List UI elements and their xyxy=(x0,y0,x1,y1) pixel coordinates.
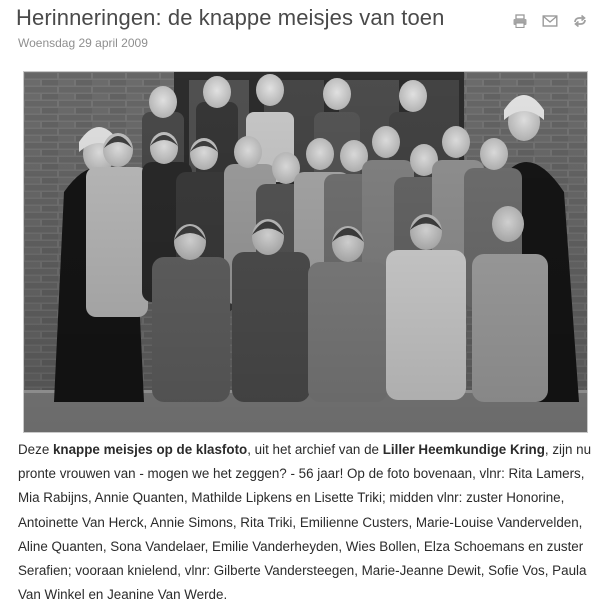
class-photo-image xyxy=(24,72,587,432)
photo-caption xyxy=(18,438,592,607)
caption-text-2: , uit het archief van de xyxy=(247,442,383,457)
caption-highlight-heemkundige-kring: Liller Heemkundige Kring xyxy=(382,442,545,457)
article-tools xyxy=(512,14,588,28)
article-title: Herinneringen: de knappe meisjes van toen xyxy=(16,5,445,30)
caption-highlight-classphoto: knappe meisjes op de klasfoto xyxy=(52,442,248,457)
share-icon[interactable] xyxy=(572,14,588,28)
print-icon[interactable] xyxy=(512,14,528,28)
article-date: Woensdag 29 april 2009 xyxy=(18,36,148,50)
email-icon[interactable] xyxy=(542,14,558,28)
caption-text-1: Deze xyxy=(18,442,53,457)
class-photo xyxy=(23,71,588,433)
caption-text-3: , zijn nu pronte vrouwen van - mogen we het zeggen? - 56 jaar! Op de foto bovenaan, vlnr: Rita Lamers, Mia Rabijns, Annie Quanten, Mathilde Lipkens en Lisette Triki; midden vlnr: zuster Honorine, Antoinette Van Herck, Annie Simons, Rita Triki, Emilienne Custers, Marie-Louise Vandervelden, Aline Quanten, Sona Vandelaer, Emilie Vanderheyden, Wies Bollen, Elza Schoemans en zuster Serafien; vooraan knielend, vlnr: Gilberte Vandersteegen, Marie-Jeanne Dewit, Sofie Vos, Paula Van Winkel en Jeanine Van Werde. xyxy=(18,442,592,603)
